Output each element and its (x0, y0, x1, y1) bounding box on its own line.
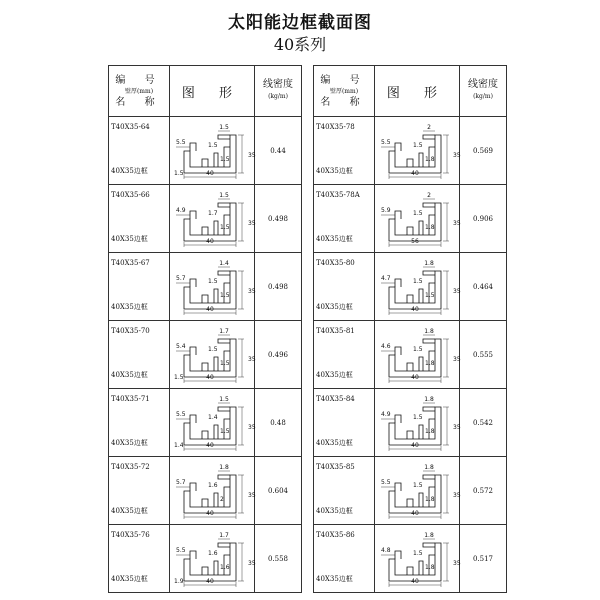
profile-cross-section-drawing (375, 257, 459, 317)
code-cell (314, 117, 375, 185)
profile-cross-section-drawing (375, 529, 459, 589)
dim-top-label: 2 (427, 123, 431, 131)
code-cell (314, 253, 375, 321)
table-row (314, 457, 507, 525)
density-value: 0.496 (255, 321, 302, 389)
table-row (109, 253, 302, 321)
thickness-label: 壁厚(mm) (124, 87, 154, 95)
spec-table-left (108, 65, 302, 593)
dim-width-label: 40 (206, 373, 214, 381)
profile-name: 40X35边框 (111, 235, 148, 243)
dim-small-label: 1.5 (413, 141, 423, 149)
code-cell (314, 457, 375, 525)
dim-height-label: 35 (248, 355, 256, 363)
dim-small-label: 1.5 (413, 209, 423, 217)
thickness-label: 壁厚(mm) (329, 87, 359, 95)
header-code-cell (109, 66, 170, 117)
dim-width-label: 40 (206, 169, 214, 177)
dim-left-label: 5.5 (381, 478, 391, 486)
dim-height-label: 35 (248, 151, 256, 159)
code-cell (314, 321, 375, 389)
code-cell (314, 185, 375, 253)
figure-cell (375, 253, 460, 321)
dim-width-label: 40 (411, 509, 419, 517)
dim-small-label: 1.5 (208, 141, 218, 149)
profile-name: 40X35边框 (316, 303, 353, 311)
dim-top-label: 1.8 (424, 327, 434, 335)
code-label: 编 号 (320, 74, 368, 86)
dim-mid-label: 1.8 (425, 155, 435, 163)
dim-left-label: 4.6 (381, 342, 391, 350)
dim-top-label: 1.5 (219, 123, 229, 131)
density-value: 0.542 (460, 389, 507, 457)
figure-cell (170, 253, 255, 321)
density-value: 0.604 (255, 457, 302, 525)
dim-mid-label: 1.5 (425, 291, 435, 299)
dim-bottom-label: 1.4 (174, 441, 184, 449)
dim-left-label: 5.7 (176, 478, 186, 486)
dim-left-label: 5.5 (176, 138, 186, 146)
page-subtitle: 40系列 (273, 35, 327, 54)
density-value: 0.44 (255, 117, 302, 185)
figure-cell (170, 117, 255, 185)
dim-bottom-label: 1.5 (174, 169, 184, 177)
code-cell (109, 457, 170, 525)
dim-mid-label: 1.8 (425, 495, 435, 503)
dim-height-label: 35 (248, 559, 256, 567)
density-value: 0.558 (255, 525, 302, 593)
dim-left-label: 5.7 (176, 274, 186, 282)
dim-width-label: 56 (411, 237, 419, 245)
profile-name: 40X35边框 (316, 507, 353, 515)
figure-cell (170, 321, 255, 389)
profile-cross-section-drawing (170, 529, 254, 589)
profile-code: T40X35-78 (316, 123, 355, 131)
dim-mid-label: 1.8 (425, 563, 435, 571)
profile-cross-section-drawing (170, 325, 254, 385)
dim-left-label: 4.9 (176, 206, 186, 214)
dim-bottom-label: 1.5 (174, 373, 184, 381)
density-label: 线密度 (263, 79, 293, 90)
profile-code: T40X35-81 (316, 327, 355, 335)
dim-small-label: 1.5 (413, 277, 423, 285)
dim-small-label: 1.5 (208, 277, 218, 285)
header-density-cell (460, 66, 507, 117)
code-cell (109, 525, 170, 593)
table-row (314, 185, 507, 253)
profile-code: T40X35-76 (111, 531, 150, 539)
figure-cell (375, 185, 460, 253)
profile-code: T40X35-86 (316, 531, 355, 539)
profile-cross-section-drawing (375, 393, 459, 453)
dim-left-label: 5.5 (176, 546, 186, 554)
name-label: 名 称 (320, 96, 368, 108)
dim-mid-label: 1.8 (425, 427, 435, 435)
density-value: 0.569 (460, 117, 507, 185)
dim-left-label: 5.9 (381, 206, 391, 214)
profile-name: 40X35边框 (111, 439, 148, 447)
density-value: 0.498 (255, 185, 302, 253)
dim-left-label: 5.5 (176, 410, 186, 418)
table-row (314, 117, 507, 185)
figure-cell (375, 321, 460, 389)
header-code-cell (314, 66, 375, 117)
dim-width-label: 40 (206, 509, 214, 517)
dim-top-label: 1.8 (219, 463, 229, 471)
density-value: 0.555 (460, 321, 507, 389)
dim-small-label: 1.6 (208, 481, 218, 489)
profile-name: 40X35边框 (111, 507, 148, 515)
dim-left-label: 5.4 (176, 342, 186, 350)
dim-mid-label: 1.5 (220, 427, 230, 435)
dim-width-label: 40 (411, 305, 419, 313)
dim-left-label: 5.5 (381, 138, 391, 146)
profile-name: 40X35边框 (111, 575, 148, 583)
profile-code: T40X35-67 (111, 259, 150, 267)
profile-name: 40X35边框 (111, 303, 148, 311)
dim-width-label: 40 (411, 577, 419, 585)
dim-mid-label: 1.6 (220, 563, 230, 571)
dim-top-label: 1.4 (219, 259, 229, 267)
density-value: 0.464 (460, 253, 507, 321)
dim-height-label: 35 (453, 151, 461, 159)
header-density-cell (255, 66, 302, 117)
density-value: 0.498 (255, 253, 302, 321)
dim-bottom-label: 1.9 (174, 577, 184, 585)
profile-cross-section-drawing (170, 393, 254, 453)
table-row (109, 389, 302, 457)
profile-cross-section-drawing (170, 461, 254, 521)
figure-cell (170, 525, 255, 593)
dim-top-label: 1.8 (424, 463, 434, 471)
code-label: 编 号 (115, 74, 163, 86)
figure-cell (375, 457, 460, 525)
density-unit: (kg/m) (268, 93, 288, 100)
code-cell (109, 389, 170, 457)
profile-code: T40X35-80 (316, 259, 355, 267)
code-cell (109, 321, 170, 389)
profile-code: T40X35-70 (111, 327, 150, 335)
profile-cross-section-drawing (375, 325, 459, 385)
dim-width-label: 40 (411, 373, 419, 381)
figure-cell (375, 525, 460, 593)
profile-cross-section-drawing (170, 189, 254, 249)
table-row (109, 457, 302, 525)
dim-mid-label: 1.5 (220, 359, 230, 367)
dim-top-label: 1.5 (219, 395, 229, 403)
figure-cell (375, 117, 460, 185)
profile-cross-section-drawing (375, 121, 459, 181)
density-value: 0.517 (460, 525, 507, 593)
name-label: 名 称 (115, 96, 163, 108)
table-header-row (314, 66, 507, 117)
code-cell (109, 117, 170, 185)
dim-small-label: 1.7 (208, 209, 218, 217)
dim-left-label: 4.8 (381, 546, 391, 554)
dim-small-label: 1.6 (208, 549, 218, 557)
profile-cross-section-drawing (170, 257, 254, 317)
dim-width-label: 40 (206, 577, 214, 585)
dim-top-label: 2 (427, 191, 431, 199)
dim-top-label: 1.8 (424, 259, 434, 267)
profile-name: 40X35边框 (316, 371, 353, 379)
page-title: 太阳能边框截面图 (228, 13, 372, 33)
figure-cell (170, 457, 255, 525)
dim-height-label: 35 (248, 287, 256, 295)
code-cell (109, 185, 170, 253)
profile-cross-section-drawing (170, 121, 254, 181)
table-row (314, 525, 507, 593)
table-header-row (109, 66, 302, 117)
dim-mid-label: 2 (220, 495, 224, 503)
dim-height-label: 35 (248, 423, 256, 431)
dim-small-label: 1.5 (413, 345, 423, 353)
profile-name: 40X35边框 (316, 235, 353, 243)
profile-name: 40X35边框 (316, 439, 353, 447)
table-row (314, 253, 507, 321)
table-row (314, 321, 507, 389)
dim-left-label: 4.7 (381, 274, 391, 282)
profile-name: 40X35边框 (111, 167, 148, 175)
dim-height-label: 35 (453, 219, 461, 227)
density-unit: (kg/m) (473, 93, 493, 100)
code-cell (314, 389, 375, 457)
profile-code: T40X35-66 (111, 191, 150, 199)
dim-top-label: 1.8 (424, 395, 434, 403)
code-cell (314, 525, 375, 593)
figure-cell (170, 389, 255, 457)
dim-width-label: 40 (411, 441, 419, 449)
table-row (109, 321, 302, 389)
dim-width-label: 40 (206, 305, 214, 313)
dim-small-label: 1.5 (413, 413, 423, 421)
figure-cell (375, 389, 460, 457)
dim-width-label: 40 (206, 441, 214, 449)
dim-mid-label: 1.8 (425, 223, 435, 231)
profile-cross-section-drawing (375, 461, 459, 521)
profile-name: 40X35边框 (316, 575, 353, 583)
dim-small-label: 1.5 (413, 549, 423, 557)
profile-code: T40X35-78A (316, 191, 360, 199)
dim-width-label: 40 (411, 169, 419, 177)
table-row (314, 389, 507, 457)
density-value: 0.906 (460, 185, 507, 253)
dim-small-label: 1.4 (208, 413, 218, 421)
dim-small-label: 1.5 (413, 481, 423, 489)
dim-mid-label: 1.8 (425, 359, 435, 367)
dim-small-label: 1.5 (208, 345, 218, 353)
density-value: 0.572 (460, 457, 507, 525)
dim-top-label: 1.7 (219, 327, 229, 335)
dim-top-label: 1.8 (424, 531, 434, 539)
dim-height-label: 35 (453, 491, 461, 499)
dim-height-label: 35 (453, 423, 461, 431)
table-row (109, 117, 302, 185)
density-label: 线密度 (468, 79, 498, 90)
profile-code: T40X35-71 (111, 395, 150, 403)
figure-label: 图 形 (170, 66, 255, 117)
density-value: 0.48 (255, 389, 302, 457)
spec-table-right (313, 65, 507, 593)
dim-top-label: 1.5 (219, 191, 229, 199)
profile-name: 40X35边框 (111, 371, 148, 379)
table-row (109, 185, 302, 253)
dim-height-label: 35 (248, 491, 256, 499)
dim-height-label: 35 (453, 287, 461, 295)
profile-code: T40X35-85 (316, 463, 355, 471)
dim-top-label: 1.7 (219, 531, 229, 539)
profile-code: T40X35-84 (316, 395, 355, 403)
figure-cell (170, 185, 255, 253)
profile-name: 40X35边框 (316, 167, 353, 175)
dim-height-label: 35 (453, 355, 461, 363)
dim-height-label: 35 (453, 559, 461, 567)
code-cell (109, 253, 170, 321)
profile-cross-section-drawing (375, 189, 459, 249)
profile-code: T40X35-72 (111, 463, 150, 471)
dim-mid-label: 1.5 (220, 223, 230, 231)
dim-mid-label: 1.5 (220, 291, 230, 299)
dim-height-label: 35 (248, 219, 256, 227)
profile-code: T40X35-64 (111, 123, 150, 131)
table-row (109, 525, 302, 593)
dim-mid-label: 1.5 (220, 155, 230, 163)
figure-label: 图 形 (375, 66, 460, 117)
dim-width-label: 40 (206, 237, 214, 245)
dim-left-label: 4.9 (381, 410, 391, 418)
